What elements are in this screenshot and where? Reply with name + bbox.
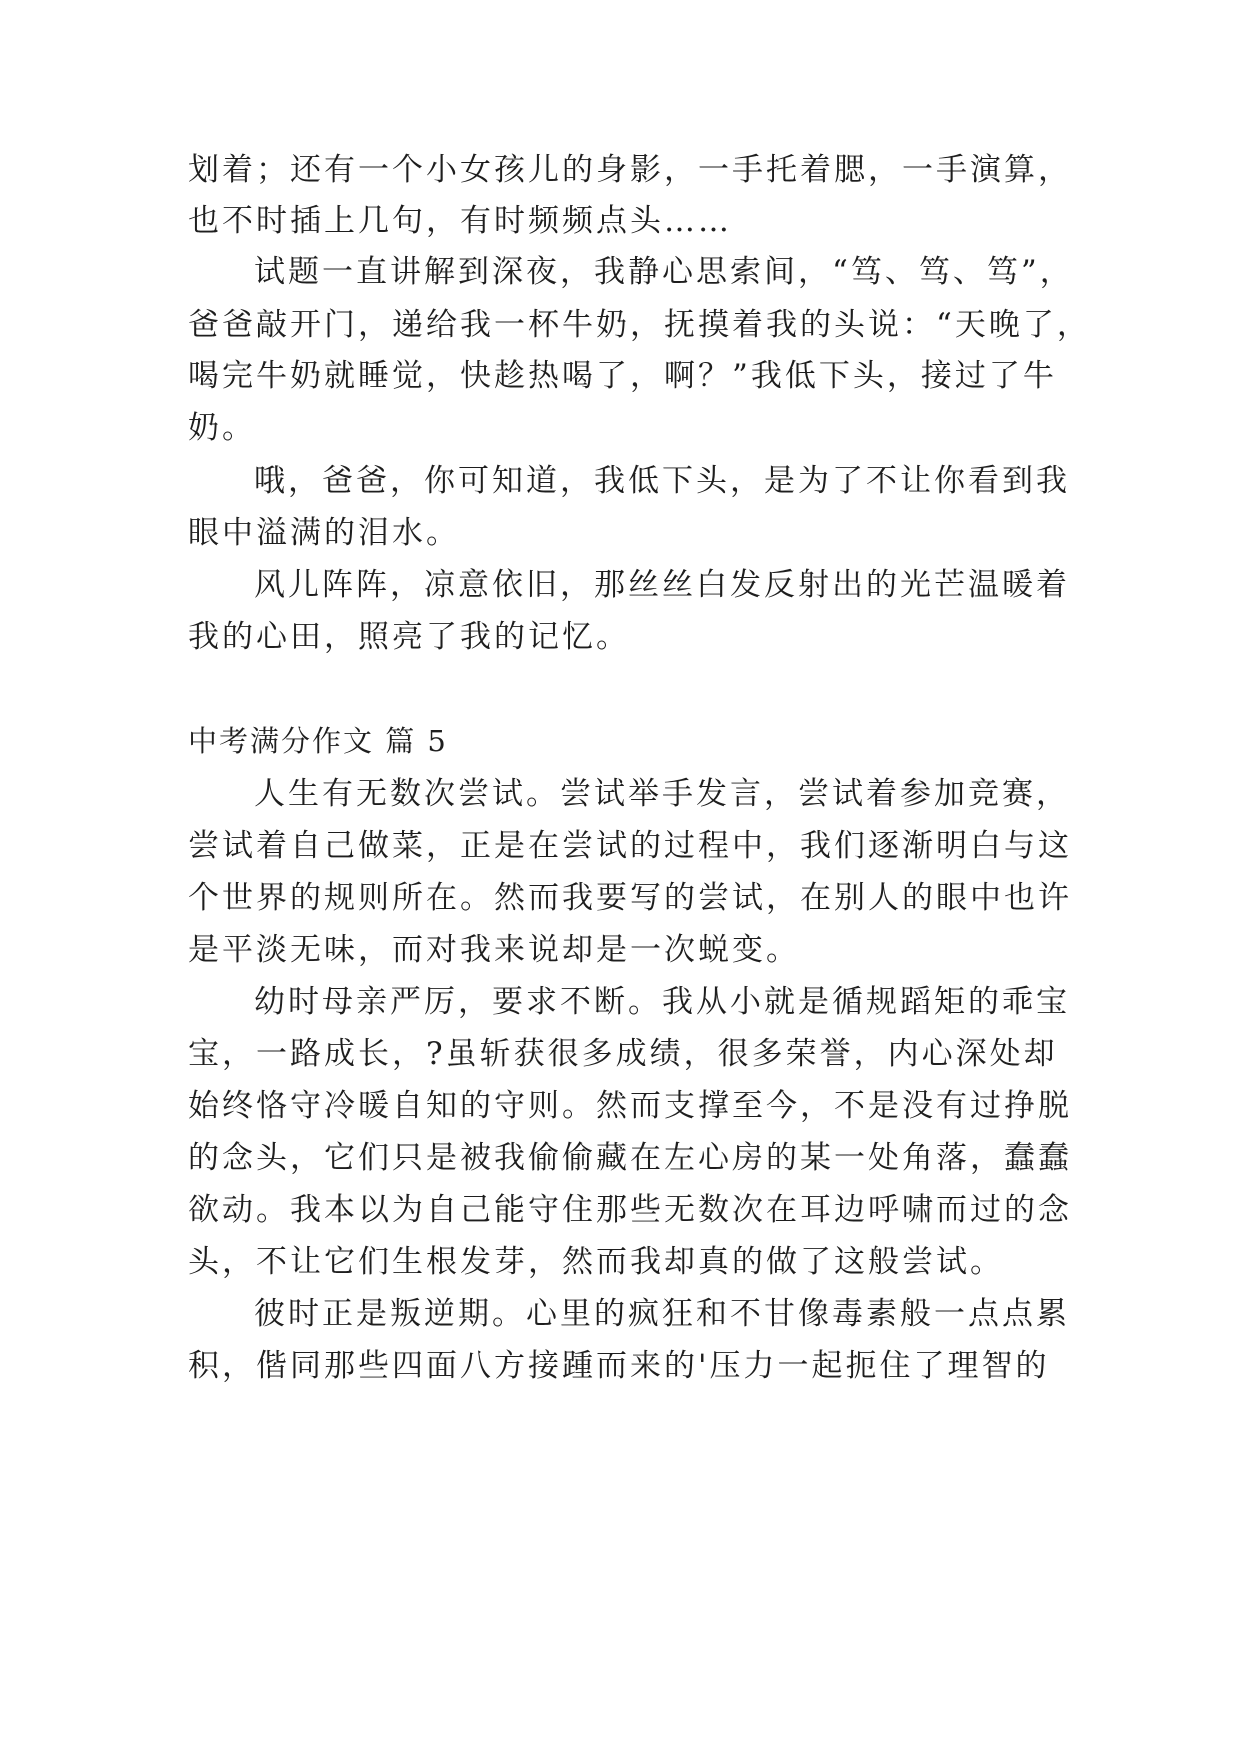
text-line: 是平淡无味，而对我来说却是一次蜕变。	[188, 932, 800, 968]
text-line: 积，偕同那些四面八方接踵而来的'压力一起扼住了理智的	[188, 1348, 1050, 1384]
text-line: 头，不让它们生根发芽，然而我却真的做了这般尝试。	[188, 1244, 1004, 1280]
text-line: 欲动。我本以为自己能守住那些无数次在耳边呼啸而过的念	[188, 1192, 1072, 1228]
text-line: 奶。	[188, 410, 256, 446]
text-line: 尝试着自己做菜，正是在尝试的过程中，我们逐渐明白与这	[188, 828, 1072, 864]
text-line: 风儿阵阵，凉意依旧，那丝丝白发反射出的光芒温暖着	[254, 567, 1070, 603]
text-line: 我的心田，照亮了我的记忆。	[188, 619, 630, 655]
text-line: 宝，一路成长，?虽斩获很多成绩，很多荣誉，内心深处却	[188, 1036, 1058, 1072]
text-line: 彼时正是叛逆期。心里的疯狂和不甘像毒素般一点点累	[254, 1296, 1070, 1332]
text-line: 爸爸敲开门，递给我一杯牛奶，抚摸着我的头说：“天晚了，	[188, 307, 1091, 343]
text-line: 眼中溢满的泪水。	[188, 515, 460, 551]
text-line: 喝完牛奶就睡觉，快趁热喝了，啊？”我低下头，接过了牛	[188, 358, 1057, 394]
text-line: 个世界的规则所在。然而我要写的尝试，在别人的眼中也许	[188, 880, 1072, 916]
text-line: 幼时母亲严厉，要求不断。我从小就是循规蹈矩的乖宝	[254, 984, 1070, 1020]
text-line: 的念头，它们只是被我偷偷藏在左心房的某一处角落，蠢蠢	[188, 1140, 1072, 1176]
text-line: 始终恪守冷暖自知的守则。然而支撑至今，不是没有过挣脱	[188, 1088, 1072, 1124]
text-line: 人生有无数次尝试。尝试举手发言，尝试着参加竞赛，	[254, 776, 1070, 812]
text-line: 哦，爸爸，你可知道，我低下头，是为了不让你看到我	[254, 463, 1070, 499]
text-line: 试题一直讲解到深夜，我静心思索间，“笃、笃、笃”，	[254, 254, 1074, 290]
text-line: 也不时插上几句，有时频频点头……	[188, 203, 732, 239]
text-line: 划着；还有一个小女孩儿的身影，一手托着腮，一手演算，	[188, 152, 1072, 188]
section-heading: 中考满分作文 篇 5	[188, 724, 448, 758]
